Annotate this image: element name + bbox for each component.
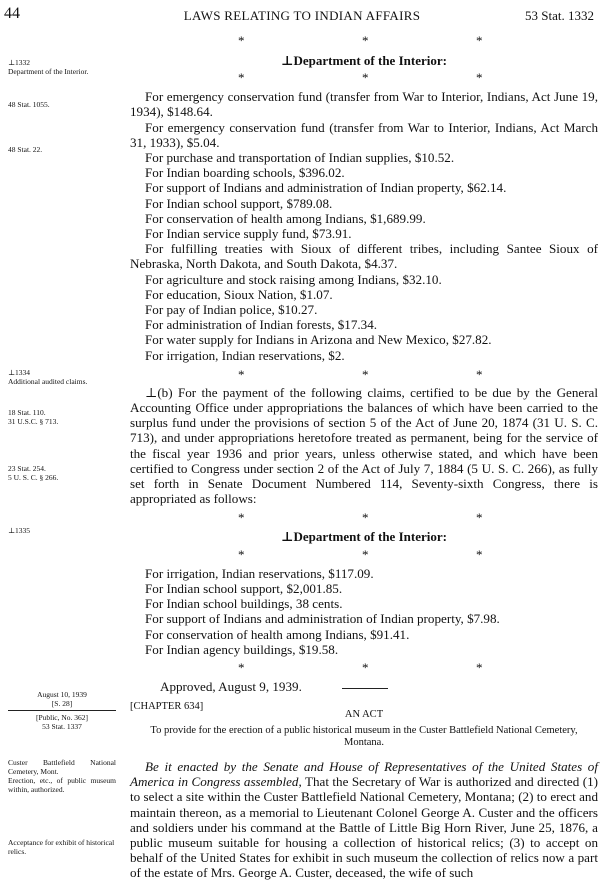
stars-row: * * *: [238, 33, 483, 48]
list-item: For administration of Indian forests, $17.34.: [145, 317, 378, 333]
enacting-text: That the Secretary of War is authorized and directed (1) to select a site within the Custer Battlefield National Cemetery, Montana; (2) to erect and maintain thereon, as a memorial to Lieutenant Colonel George A. Custer and the officers and soldiers under his command at the Battle of Little Big Horn River, June 25, 1876, a public museum suitable for housing a collection of historical relics; (3) to accept on behalf of the United States for exhibit in such museum the collection of relics now a part of the estate of Mrs. George A. Custer, deceased, the wife of such: [130, 774, 599, 881]
stars-row: * * *: [238, 659, 483, 675]
margin-note-acceptance: Acceptance for exhibit of historical relics.: [8, 838, 115, 856]
act-purpose: To provide for the erection of a public historical museum in the Custer Battlefield National Cemetery, Montana.: [150, 724, 578, 748]
claims-paragraph: ⊥(b) For the payment of the following claims, certified to be due by the General Accounting Office under appropriations the balances of which have been carried to the surplus fund under the provisions of section 5 of the Act of June 20, 1874 (31 U. S. C. 713), and under appropriations heretofore treated as permanent, being for the service of the fiscal year 1936 and prior years, unless otherwise stated, and which have been certified to Congress under section 2 of the Act of July 7, 1884 (5 U. S. C. 266), as fully set forth in Senate Document Numbered 114, Seventy-sixth Congress, there is appropriated as follows:: [130, 384, 598, 507]
list-item: For emergency conservation fund (transfer from War to Interior, Indians, Act June 19, 1934), $148.64.: [130, 89, 598, 120]
margin-note-additional-claims: ⊥1334 Additional audited claims.: [8, 368, 88, 386]
list-item: For support of Indians and administration of Indian property, $62.14.: [145, 180, 507, 196]
margin-note-23-stat-254: 23 Stat. 254. 5 U. S. C. § 266.: [8, 464, 59, 482]
list-item: For emergency conservation fund (transfer from War to Interior, Indians, Act March 31, 1933), $5.04.: [130, 119, 598, 150]
list-item: For Indian school support, $2,001.85.: [145, 580, 343, 596]
stars-row: * * *: [238, 366, 483, 382]
dept-heading: ⊥Department of the Interior:: [281, 529, 447, 545]
approved-text: Approved, August 9, 1939.: [160, 678, 302, 694]
enacting-clause: [130, 759, 598, 881]
dept-heading: ⊥Department of the Interior:: [281, 53, 447, 68]
chapter-line: [130, 700, 598, 720]
stat-reference: 53 Stat. 1332: [525, 8, 594, 23]
margin-note-48-stat-1055: 48 Stat. 1055.: [8, 100, 50, 109]
list-item: For pay of Indian police, $10.27.: [145, 302, 318, 318]
margin-note-date: August 10, 1939 [S. 28]: [37, 690, 87, 708]
act-title: AN ACT: [344, 708, 384, 720]
enacting-italic: Be it enacted by the Senate and House of Representatives of the United States of America in Congress assembled,: [130, 758, 598, 790]
list-item: For Indian boarding schools, $396.02.: [145, 165, 345, 181]
stars-row: * * *: [238, 70, 483, 86]
margin-note-1335: ⊥1335: [8, 526, 31, 535]
margin-note-48-stat-22: 48 Stat. 22.: [8, 145, 43, 154]
list-item: For conservation of health among Indians, $91.41.: [145, 626, 410, 642]
margin-divider: [8, 710, 116, 711]
section2-items: [130, 566, 598, 657]
list-item: For irrigation, Indian reservations, $2.: [145, 347, 345, 363]
list-item: For water supply for Indians in Arizona and New Mexico, $27.82.: [145, 332, 492, 348]
margin-note-dept-interior: ⊥1332 Department of the Interior.: [8, 58, 89, 76]
list-item: For purchase and transportation of Indian supplies, $10.52.: [145, 150, 455, 166]
margin-note-custer: Custer Battlefield National Cemetery, Mont. Erection, etc., of public museum within, authorized.: [8, 758, 116, 794]
approved-line: [130, 679, 598, 695]
stars-row: * * *: [238, 510, 483, 526]
page-number: 44: [4, 5, 20, 22]
approved-rule: [342, 688, 388, 689]
margin-note-18-stat-110: 18 Stat. 110. 31 U.S.C. § 713.: [8, 408, 59, 426]
list-item: For agriculture and stock raising among Indians, $32.10.: [145, 271, 442, 287]
list-item: For Indian school support, $789.08.: [145, 195, 333, 211]
chapter-number: [CHAPTER 634]: [130, 700, 204, 712]
section1-items: [130, 89, 598, 363]
list-item: For support of Indians and administration of Indian property, $7.98.: [145, 611, 500, 627]
list-item: For education, Sioux Nation, $1.07.: [145, 286, 333, 302]
list-item: For fulfilling treaties with Sioux of different tribes, including Santee Sioux of Nebraska, North Dakota, and South Dakota, $4.37.: [130, 241, 598, 272]
list-item: For irrigation, Indian reservations, $117.09.: [145, 565, 374, 581]
running-title: LAWS RELATING TO INDIAN AFFAIRS: [183, 8, 421, 23]
list-item: For Indian agency buildings, $19.58.: [145, 641, 339, 657]
main-text: [130, 33, 598, 881]
list-item: For Indian service supply fund, $73.91.: [145, 226, 352, 242]
stars-row: * * *: [238, 546, 483, 562]
list-item: For conservation of health among Indians, $1,689.99.: [145, 210, 426, 226]
list-item: For Indian school buildings, 38 cents.: [145, 596, 343, 612]
margin-note-public-no: [Public, No. 362] 53 Stat. 1337: [35, 713, 89, 731]
